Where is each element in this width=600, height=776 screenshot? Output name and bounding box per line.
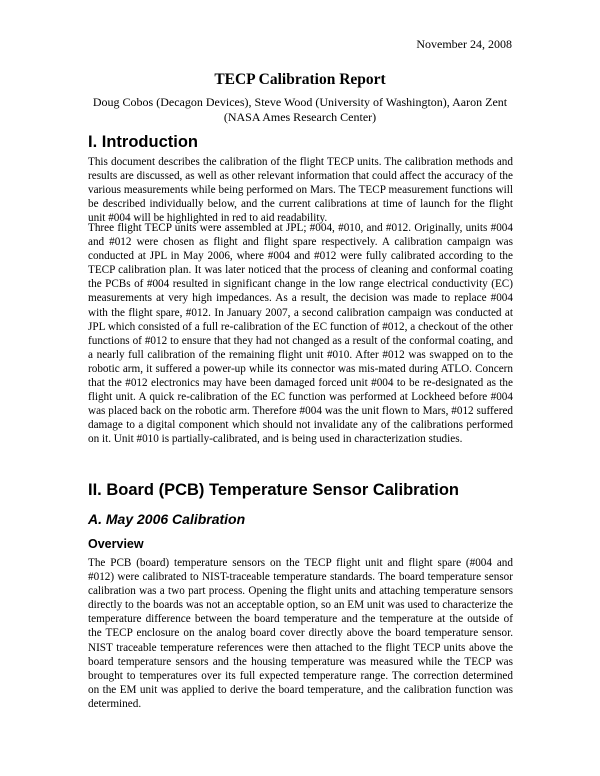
section-1-heading: I. Introduction xyxy=(88,133,198,151)
overview-heading: Overview xyxy=(88,537,144,551)
section-2a-heading: A. May 2006 Calibration xyxy=(88,511,246,527)
section-1-paragraph-1: This document describes the calibration of the flight TECP units. The calibration methods and results are discussed, as well as other relevant information that could affect the accuracy of the various measurements while being performed on Mars. The TECP measurement functions will be described individually below, and the current calibrations at time of launch for the flight unit #004 will be highlighted in red to aid readability. xyxy=(88,156,513,225)
report-authors xyxy=(60,95,540,125)
report-title: TECP Calibration Report xyxy=(214,71,386,88)
authors-line-1: Doug Cobos (Decagon Devices), Steve Wood (University of Washington), Aaron Zent xyxy=(92,95,508,109)
section-1-paragraph-2: Three flight TECP units were assembled at JPL; #004, #010, and #012. Originally, units #004 and #012 were chosen as flight and flight spare respectively. A calibration campaign was conducted at JPL in May 2006, where #004 and #012 were fully calibrated according to the TECP calibration plan. It was later noticed that the process of cleaning and conformal coating the PCBs of #004 resulted in significant change in the low range electrical conductivity (EC) measurements at very high impedances. As a result, the decision was made to replace #004 with the flight spare, #012. In January 2007, a second calibration campaign was conducted at JPL which consisted of a full re-calibration of the EC function of #012, a checkout of the other functions of #012 to ensure that they had not changed as a result of the conformal coating, and a nearly full calibration of the remaining flight unit #010. After #012 was swapped on to the robotic arm, it suffered a power-up while its connector was mis-mated during ATLO. Concern that the #012 electronics may have been damaged forced unit #004 to be re-designated as the flight unit. A quick re-calibration of the EC function was performed at Lockheed before #004 was placed back on the robotic arm. Therefore #004 was the unit flown to Mars, #012 suffered damage to a digital component which should not invalidate any of the calibrations performed on it. Unit #010 is partially-calibrated, and is being used in characterization studies. xyxy=(88,222,513,446)
section-2-paragraph-1: The PCB (board) temperature sensors on the TECP flight unit and flight spare (#004 and #012) were calibrated to NIST-traceable temperature standards. The board temperature sensor calibration was a two part process. Opening the flight units and attaching temperature sensors directly to the boards was not an acceptable option, so an EM unit was used to characterize the temperature difference between the board temperature and the temperature at the outside of the TECP enclosure on the analog board cover directly above the board temperature sensor. NIST traceable temperature references were then attached to the flight TECP units above the board temperature sensors and the housing temperature was measured while the TECP was brought to temperatures over its full expected temperature range. The correction determined on the EM unit was applied to derive the board temperature, and the calibration function was determined. xyxy=(88,557,513,710)
section-2-heading: II. Board (PCB) Temperature Sensor Calibration xyxy=(88,481,460,499)
report-date: November 24, 2008 xyxy=(416,37,512,51)
authors-line-2: (NASA Ames Research Center) xyxy=(223,110,377,124)
